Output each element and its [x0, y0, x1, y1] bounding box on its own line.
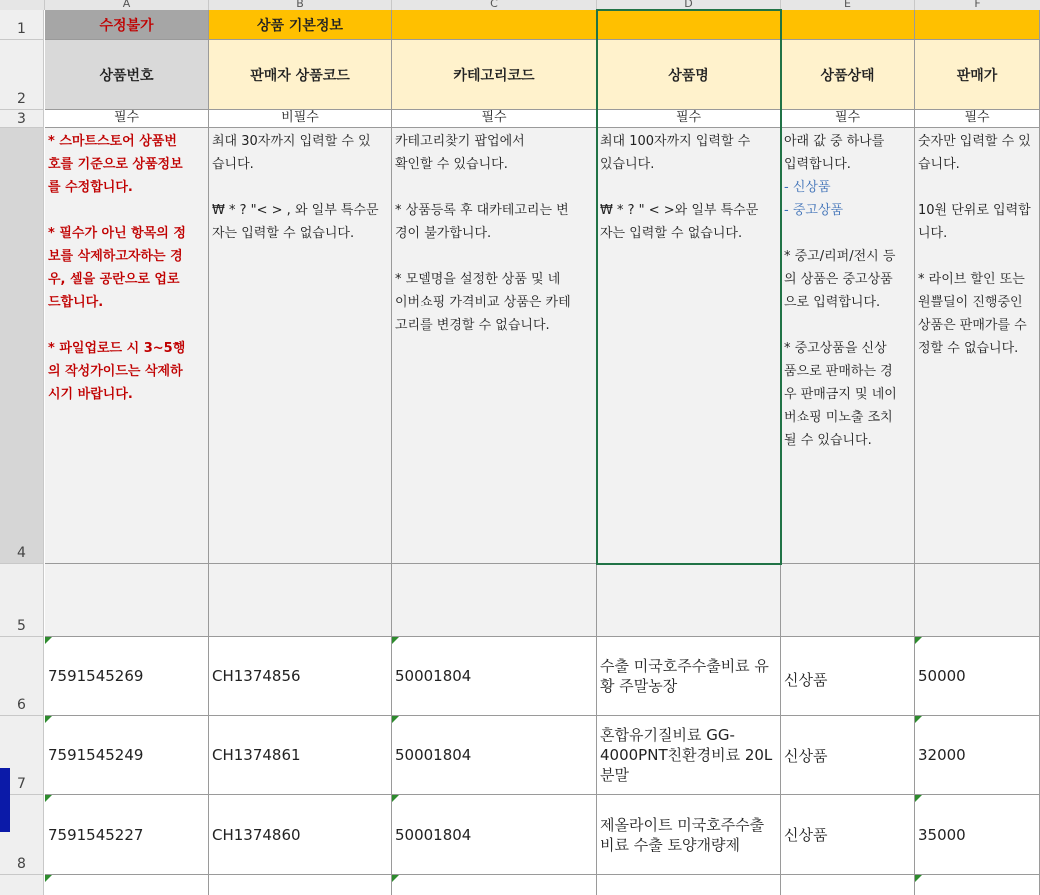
cell-e2[interactable]: 상품상태	[781, 40, 915, 110]
cell-d1[interactable]	[597, 10, 781, 40]
cell-e4[interactable]	[781, 128, 915, 564]
cell-a4[interactable]: * 스마트스토어 상품번 호를 기준으로 상품정보 를 수정합니다. * 필수가 아닌 항목의 정 보를 삭제하고자하는 경 우, 셀을 공란으로 업로 드합니다. * 파일업로드 시 3~5행 의 작성가이드는 삭제하 시기 바랍니다.	[45, 128, 209, 564]
cell-e5[interactable]	[781, 564, 915, 637]
green-triangle-marker	[915, 795, 922, 802]
row-header-9[interactable]	[0, 875, 44, 895]
cell-c8[interactable]	[392, 795, 597, 875]
product-id: 7591545227	[48, 825, 144, 844]
product-status: 신상품	[784, 670, 828, 689]
product-id: 7591545269	[48, 667, 144, 685]
green-triangle-marker	[915, 716, 922, 723]
category-code: 50001804	[395, 825, 472, 844]
cell-a6[interactable]	[45, 637, 209, 716]
cell-d2[interactable]: 상품명	[597, 40, 781, 110]
cell-c3[interactable]: 필수	[392, 110, 597, 128]
product-status: 신상품	[784, 826, 828, 844]
col-header-c[interactable]: C	[392, 0, 597, 10]
cell-a2[interactable]: 상품번호	[45, 40, 209, 110]
cell-f2[interactable]: 판매가	[915, 40, 1040, 110]
cell-c1[interactable]	[392, 10, 597, 40]
seller-code: CH1374861	[212, 746, 301, 764]
product-name: 혼합유기질비료 GG- 4000PNT친환경비료 20L 분말	[600, 726, 773, 784]
cell-e8[interactable]	[781, 795, 915, 875]
cell-c5[interactable]	[392, 564, 597, 637]
cell-f3[interactable]: 필수	[915, 110, 1040, 128]
cell-d4[interactable]: 최대 100자까지 입력할 수 있습니다. ₩ * ? " < >와 일부 특수문 자는 입력할 수 없습니다.	[597, 128, 781, 564]
row-header-5[interactable]: 5	[0, 564, 44, 637]
cell-f6[interactable]	[915, 637, 1040, 716]
blue-side-bar	[0, 768, 10, 832]
green-triangle-marker	[392, 716, 399, 723]
cell-b3[interactable]: 비필수	[209, 110, 392, 128]
cell-f8[interactable]	[915, 795, 1040, 875]
cell-e4-notes: * 중고/리퍼/전시 등 의 상품은 중고상품 으로 입력합니다. * 중고상품을 신상 품으로 판매하는 경 우 판매금지 및 네이 버쇼핑 미노출 조치 될 수 있습니다.	[784, 249, 897, 448]
cell-e3[interactable]: 필수	[781, 110, 915, 128]
cell-b6[interactable]	[209, 637, 392, 716]
cell-c9[interactable]	[392, 875, 597, 895]
row-header-8[interactable]: 8	[0, 795, 44, 875]
cell-a3[interactable]: 필수	[45, 110, 209, 128]
green-triangle-marker	[45, 875, 52, 882]
row-header-3[interactable]: 3	[0, 110, 44, 128]
col-header-b[interactable]: B	[209, 0, 392, 10]
product-id: 7591545249	[48, 746, 144, 764]
cell-e9[interactable]	[781, 875, 915, 895]
cell-e4-intro: 아래 값 중 하나를 입력합니다.	[784, 134, 885, 172]
category-code: 50001804	[395, 746, 472, 764]
green-triangle-marker	[45, 716, 52, 723]
cell-b2[interactable]: 판매자 상품코드	[209, 40, 392, 110]
cell-c6[interactable]	[392, 637, 597, 716]
row-header-2[interactable]: 2	[0, 40, 44, 110]
cell-d7[interactable]	[597, 716, 781, 795]
cell-d8[interactable]	[597, 795, 781, 875]
cell-a5[interactable]	[45, 564, 209, 637]
cell-b5[interactable]	[209, 564, 392, 637]
cell-b1[interactable]: 상품 기본정보	[209, 10, 392, 40]
cell-f4[interactable]: 숫자만 입력할 수 있 습니다. 10원 단위로 입력합 니다. * 라이브 할인 또는 원쁠딜이 진행중인 상품은 판매가를 수 정할 수 없습니다.	[915, 128, 1040, 564]
cell-f5[interactable]	[915, 564, 1040, 637]
cell-d9[interactable]	[597, 875, 781, 895]
cell-d6[interactable]	[597, 637, 781, 716]
row-header-6[interactable]: 6	[0, 637, 44, 716]
cell-f9[interactable]	[915, 875, 1040, 895]
product-status: 신상품	[784, 746, 828, 765]
price: 35000	[918, 825, 966, 844]
row-header-1[interactable]: 1	[0, 10, 44, 40]
price: 50000	[918, 667, 966, 685]
cell-a1[interactable]: 수정불가	[45, 10, 209, 40]
green-triangle-marker	[392, 875, 399, 882]
cell-b8[interactable]	[209, 795, 392, 875]
cell-e7[interactable]	[781, 716, 915, 795]
cell-f7[interactable]	[915, 716, 1040, 795]
cell-b4[interactable]: 최대 30자까지 입력할 수 있 습니다. ₩ * ? "< > , 와 일부 특수문 자는 입력할 수 없습니다.	[209, 128, 392, 564]
col-header-e[interactable]: E	[781, 0, 915, 10]
cell-b7[interactable]	[209, 716, 392, 795]
col-header-f[interactable]: F	[915, 0, 1040, 10]
green-triangle-marker	[915, 637, 922, 644]
row-header-7[interactable]: 7	[0, 716, 44, 795]
cell-a8[interactable]	[45, 795, 209, 875]
cell-f1[interactable]	[915, 10, 1040, 40]
product-name: 제올라이트 미국호주수출 비료 수출 토양개량제	[600, 815, 765, 854]
row-header-4[interactable]: 4	[0, 128, 44, 564]
price: 32000	[918, 746, 966, 764]
category-code: 50001804	[395, 667, 472, 685]
cell-e4-option-new: - 신상품	[784, 180, 831, 195]
cell-b9[interactable]	[209, 875, 392, 895]
cell-e6[interactable]	[781, 637, 915, 716]
cell-c2[interactable]: 카테고리코드	[392, 40, 597, 110]
product-name: 수출 미국호주수출비료 유 황 주말농장	[600, 657, 769, 695]
green-triangle-marker	[392, 637, 399, 644]
cell-d5[interactable]	[597, 564, 781, 637]
col-header-a[interactable]: A	[45, 0, 209, 10]
select-all-corner[interactable]	[0, 0, 45, 10]
seller-code: CH1374856	[212, 667, 301, 685]
cell-e4-option-used: - 중고상품	[784, 203, 844, 218]
green-triangle-marker	[45, 637, 52, 644]
cell-d3[interactable]: 필수	[597, 110, 781, 128]
cell-a7[interactable]	[45, 716, 209, 795]
seller-code: CH1374860	[212, 825, 301, 844]
cell-a9[interactable]	[45, 875, 209, 895]
col-header-d[interactable]: D	[597, 0, 781, 10]
green-triangle-marker	[915, 875, 922, 882]
green-triangle-marker	[392, 795, 399, 802]
green-triangle-marker	[45, 795, 52, 802]
cell-c4[interactable]: 카테고리찾기 팝업에서 확인할 수 있습니다. * 상품등록 후 대카테고리는 변 경이 불가합니다. * 모델명을 설정한 상품 및 네 이버쇼핑 가격비교 상품은 카테 고리를 변경할 수 없습니다.	[392, 128, 597, 564]
cell-c7[interactable]	[392, 716, 597, 795]
cell-e1[interactable]	[781, 10, 915, 40]
